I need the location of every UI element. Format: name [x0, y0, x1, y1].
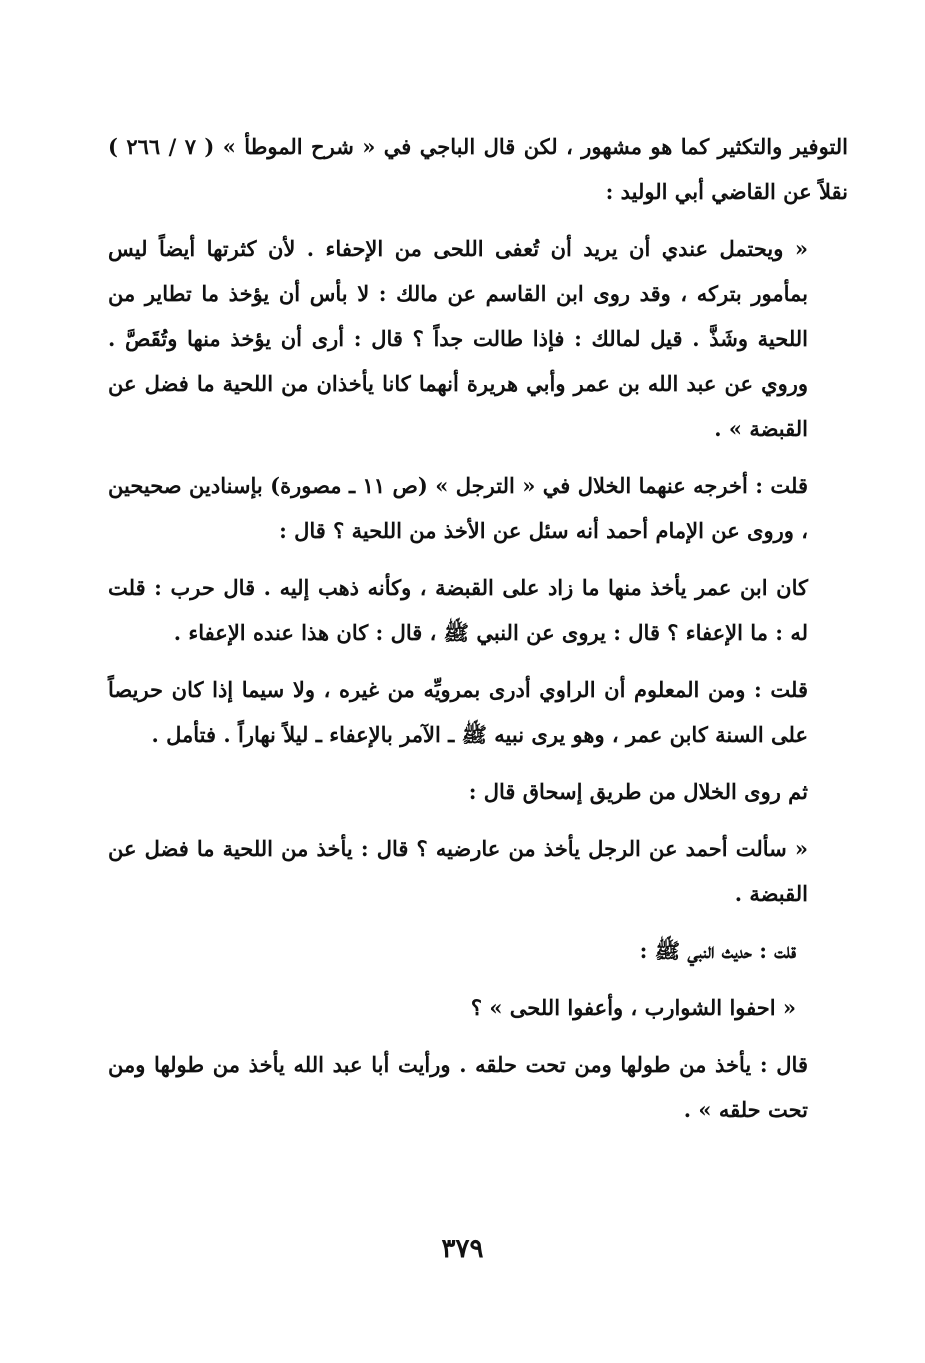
paragraph-khallal-note: قلت : أخرجه عنهما الخلال في « الترجل » (ص ١١ ـ مصورة) بإسنادين صحيحين ، وروى عن الإمام أحمد أنه سئل عن الأخذ من اللحية ؟ قال : — [108, 473, 808, 543]
paragraph-intro: التوفير والتكثير كما هو مشهور ، لكن قال الباجي في « شرح الموطأ » ( ٧ / ٢٦٦ ) نقلاً عن القاضي أبي الوليد : — [108, 134, 849, 204]
paragraph-hadith-text: « احفوا الشوارب ، وأعفوا اللحى » ؟ — [470, 995, 796, 1020]
paragraph-quote-baji: « ويحتمل عندي أن يريد أن تُعفى اللحى من الإحفاء . لأن كثرتها أيضاً ليس بمأمور بتركه ، وقد روى ابن القاسم عن مالك : لا بأس أن يؤخذ ما تطاير من اللحية وشَذَّ . قيل لمالك : فإذا طالت جداً ؟ قال : أرى أن يؤخذ منها وتُقَصَّ . وروي عن عبد الله بن عمر وأبي هريرة أنهما كانا يأخذان من اللحية ما فضل عن القبضة » . — [108, 236, 808, 441]
page-number: ٣٧٩ — [441, 1234, 484, 1264]
page-body — [108, 124, 848, 1144]
paragraph-conclusion: قال : يأخذ من طولها ومن تحت حلقه . ورأيت أبا عبد الله يأخذ من طولها ومن تحت حلقه » . — [108, 1052, 808, 1122]
paragraph-narrator-note: قلت : ومن المعلوم أن الراوي أدرى بمرويِّه من غيره ، ولا سيما إذا كان حريصاً على السنة كابن عمر ، وهو يرى نبيه ﷺ ـ الآمر بالإعفاء ـ ليلاً نهاراً . فتأمل . — [108, 677, 808, 747]
paragraph-ibn-umar: كان ابن عمر يأخذ منها ما زاد على القبضة ، وكأنه ذهب إليه . قال حرب : قلت له : ما الإعفاء ؟ قال : يروى عن النبي ﷺ ، قال : كان هذا عنده الإعفاء . — [108, 575, 808, 645]
paragraph-hadith-intro: قلت : حديث النبي ﷺ : — [639, 938, 796, 963]
paragraph-ishaq-intro: ثم روى الخلال من طريق إسحاق قال : — [468, 779, 808, 804]
paragraph-ahmad-question: « سألت أحمد عن الرجل يأخذ من عارضيه ؟ قال : يأخذ من اللحية ما فضل عن القبضة . — [108, 836, 808, 906]
